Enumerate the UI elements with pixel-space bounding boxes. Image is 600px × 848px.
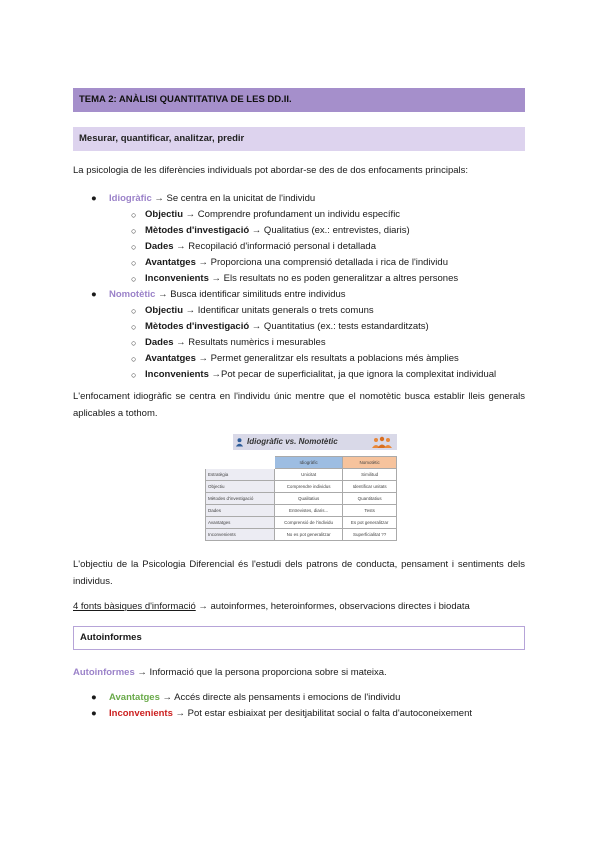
autoinformes-definition: Autoinformes → Informació que la persona proporciona sobre si mateixa. (73, 667, 387, 678)
figure-title: Idiogràfic vs. Nomotètic (233, 434, 397, 450)
objective-paragraph: L'objectiu de la Psicologia Diferencial és l'estudi dels patrons de conducta, pensament i sentiments dels individus. (73, 559, 525, 587)
bullet-icon: ● (91, 708, 97, 719)
circle-bullet-icon: ○ (131, 370, 137, 380)
table-row: Estratègia Unicitat Similitud (206, 469, 397, 481)
term-nomothetic: Nomotètic (109, 289, 156, 300)
table-row: Dades Entrevistes, diaris... Tests (206, 505, 397, 517)
circle-bullet-icon: ○ (131, 354, 137, 364)
table-row: Mètodes d'investigació Qualitatius Quantitatius (206, 493, 397, 505)
circle-bullet-icon: ○ (131, 306, 137, 316)
nomothetic-desc: → Busca identificar similituds entre individus (155, 289, 346, 300)
table-row: Objectiu Comprendre individus Identificar unitats (206, 481, 397, 493)
bullet-icon: ● (91, 289, 97, 300)
circle-bullet-icon: ○ (131, 322, 137, 332)
sources-link[interactable]: 4 fonts bàsiques d'informació (73, 601, 196, 612)
table-header-row (206, 457, 397, 469)
bullet-icon: ● (91, 193, 97, 204)
comparison-figure (205, 432, 397, 540)
term-autoinformes: Autoinformes (73, 667, 135, 678)
circle-bullet-icon: ○ (131, 274, 137, 284)
person-icon (235, 437, 244, 447)
circle-bullet-icon: ○ (131, 210, 137, 220)
group-icon (371, 436, 393, 448)
topic-heading: TEMA 2: ANÀLISI QUANTITATIVA DE LES DD.II. (73, 88, 525, 112)
circle-bullet-icon: ○ (131, 242, 137, 252)
section-heading: Mesurar, quantificar, analitzar, predir (73, 127, 525, 151)
table-row: Inconvenients No es pot generalitzar Superficialitat ?? (206, 529, 397, 541)
sources-line: 4 fonts bàsiques d'informació → autoinformes, heteroinformes, observacions directes i biodata (73, 601, 470, 612)
circle-bullet-icon: ○ (131, 338, 137, 348)
idiographic-desc: → Se centra en la unicitat de l'individu (151, 193, 316, 204)
document-page: TEMA 2: ANÀLISI QUANTITATIVA DE LES DD.II. Mesurar, quantificar, analitzar, predir La psicologia de les diferències individuals pot abordar-se des de dos enfocaments principals: ● Idiogràfic → Se centra en la unicitat de l'individu ○ Objectiu → Comprendre profundament un individu específic ○ Mètodes d'investigació → Qualitatius (ex.: entrevistes, diaris) ○ Dades → Recopilació d'informació personal i detallada ○ Avantatges → Proporciona una comprensió detallada i rica de l'individu ○ Inconvenients → Els resultats no es poden generalitzar a altres persones ● Nomotètic → Busca identificar similituds entre individus ○ Objectiu → Identificar unitats generals o trets comuns ○ Mètodes d'investigació → Quantitatius (ex.: tests estandarditzats) ○ Dades → Resultats numèrics i mesurables ○ Avantatges → Permet generalitzar els resultats a poblacions més àmplies ○ Inconvenients →Pot pecar de superficialitat, ja que ignora la complexitat individual L'enfocament idiogràfic se centra en l'individu únic mentre que el nomotètic busca establir lleis generals aplicables a tothom. Idiogràfic vs. Nomotètic Idiogràfic Nomotètic Estratègia Unicitat Similitud Objectiu Comprendre individus Identificar unitats Mètodes d'investigació Qualitatius Quantitatius Dades Entrevistes, diaris... Tests Avantatges Comprensió de l'individu Es pot generalitzar Inconvenients No es pot generalitzar Superficialitat ?? L'objectiu de la Psicologia Diferencial és l'estudi dels patrons de conducta, pensament i sentiments dels individus. 4 fonts bàsiques d'informació → autoinformes, heteroinformes, observacions directes i biodata Autoinformes Autoinformes → Informació que la persona proporciona sobre si mateixa. ● Avantatges → Accés directe als pensaments i emocions de l'individu ● Inconvenients → Pot estar esbiaixat per desitjabilitat social o falta d'autoconeixement (0, 0, 600, 848)
circle-bullet-icon: ○ (131, 258, 137, 268)
circle-bullet-icon: ○ (131, 226, 137, 236)
intro-paragraph: La psicologia de les diferències individuals pot abordar-se des de dos enfocaments principals: (73, 165, 469, 176)
table-row: Avantatges Comprensió de l'individu Es pot generalitzar (206, 517, 397, 529)
header-nomothetic: Nomotètic (343, 457, 397, 469)
bullet-icon: ● (91, 692, 97, 703)
term-idiographic: Idiogràfic (109, 193, 152, 204)
autoinformes-heading: Autoinformes (73, 626, 525, 650)
header-idiographic: Idiogràfic (275, 457, 343, 469)
comparison-table (205, 456, 397, 541)
summary-paragraph: L'enfocament idiogràfic se centra en l'individu únic mentre que el nomotètic busca establir lleis generals aplicables a tothom. (73, 391, 525, 419)
